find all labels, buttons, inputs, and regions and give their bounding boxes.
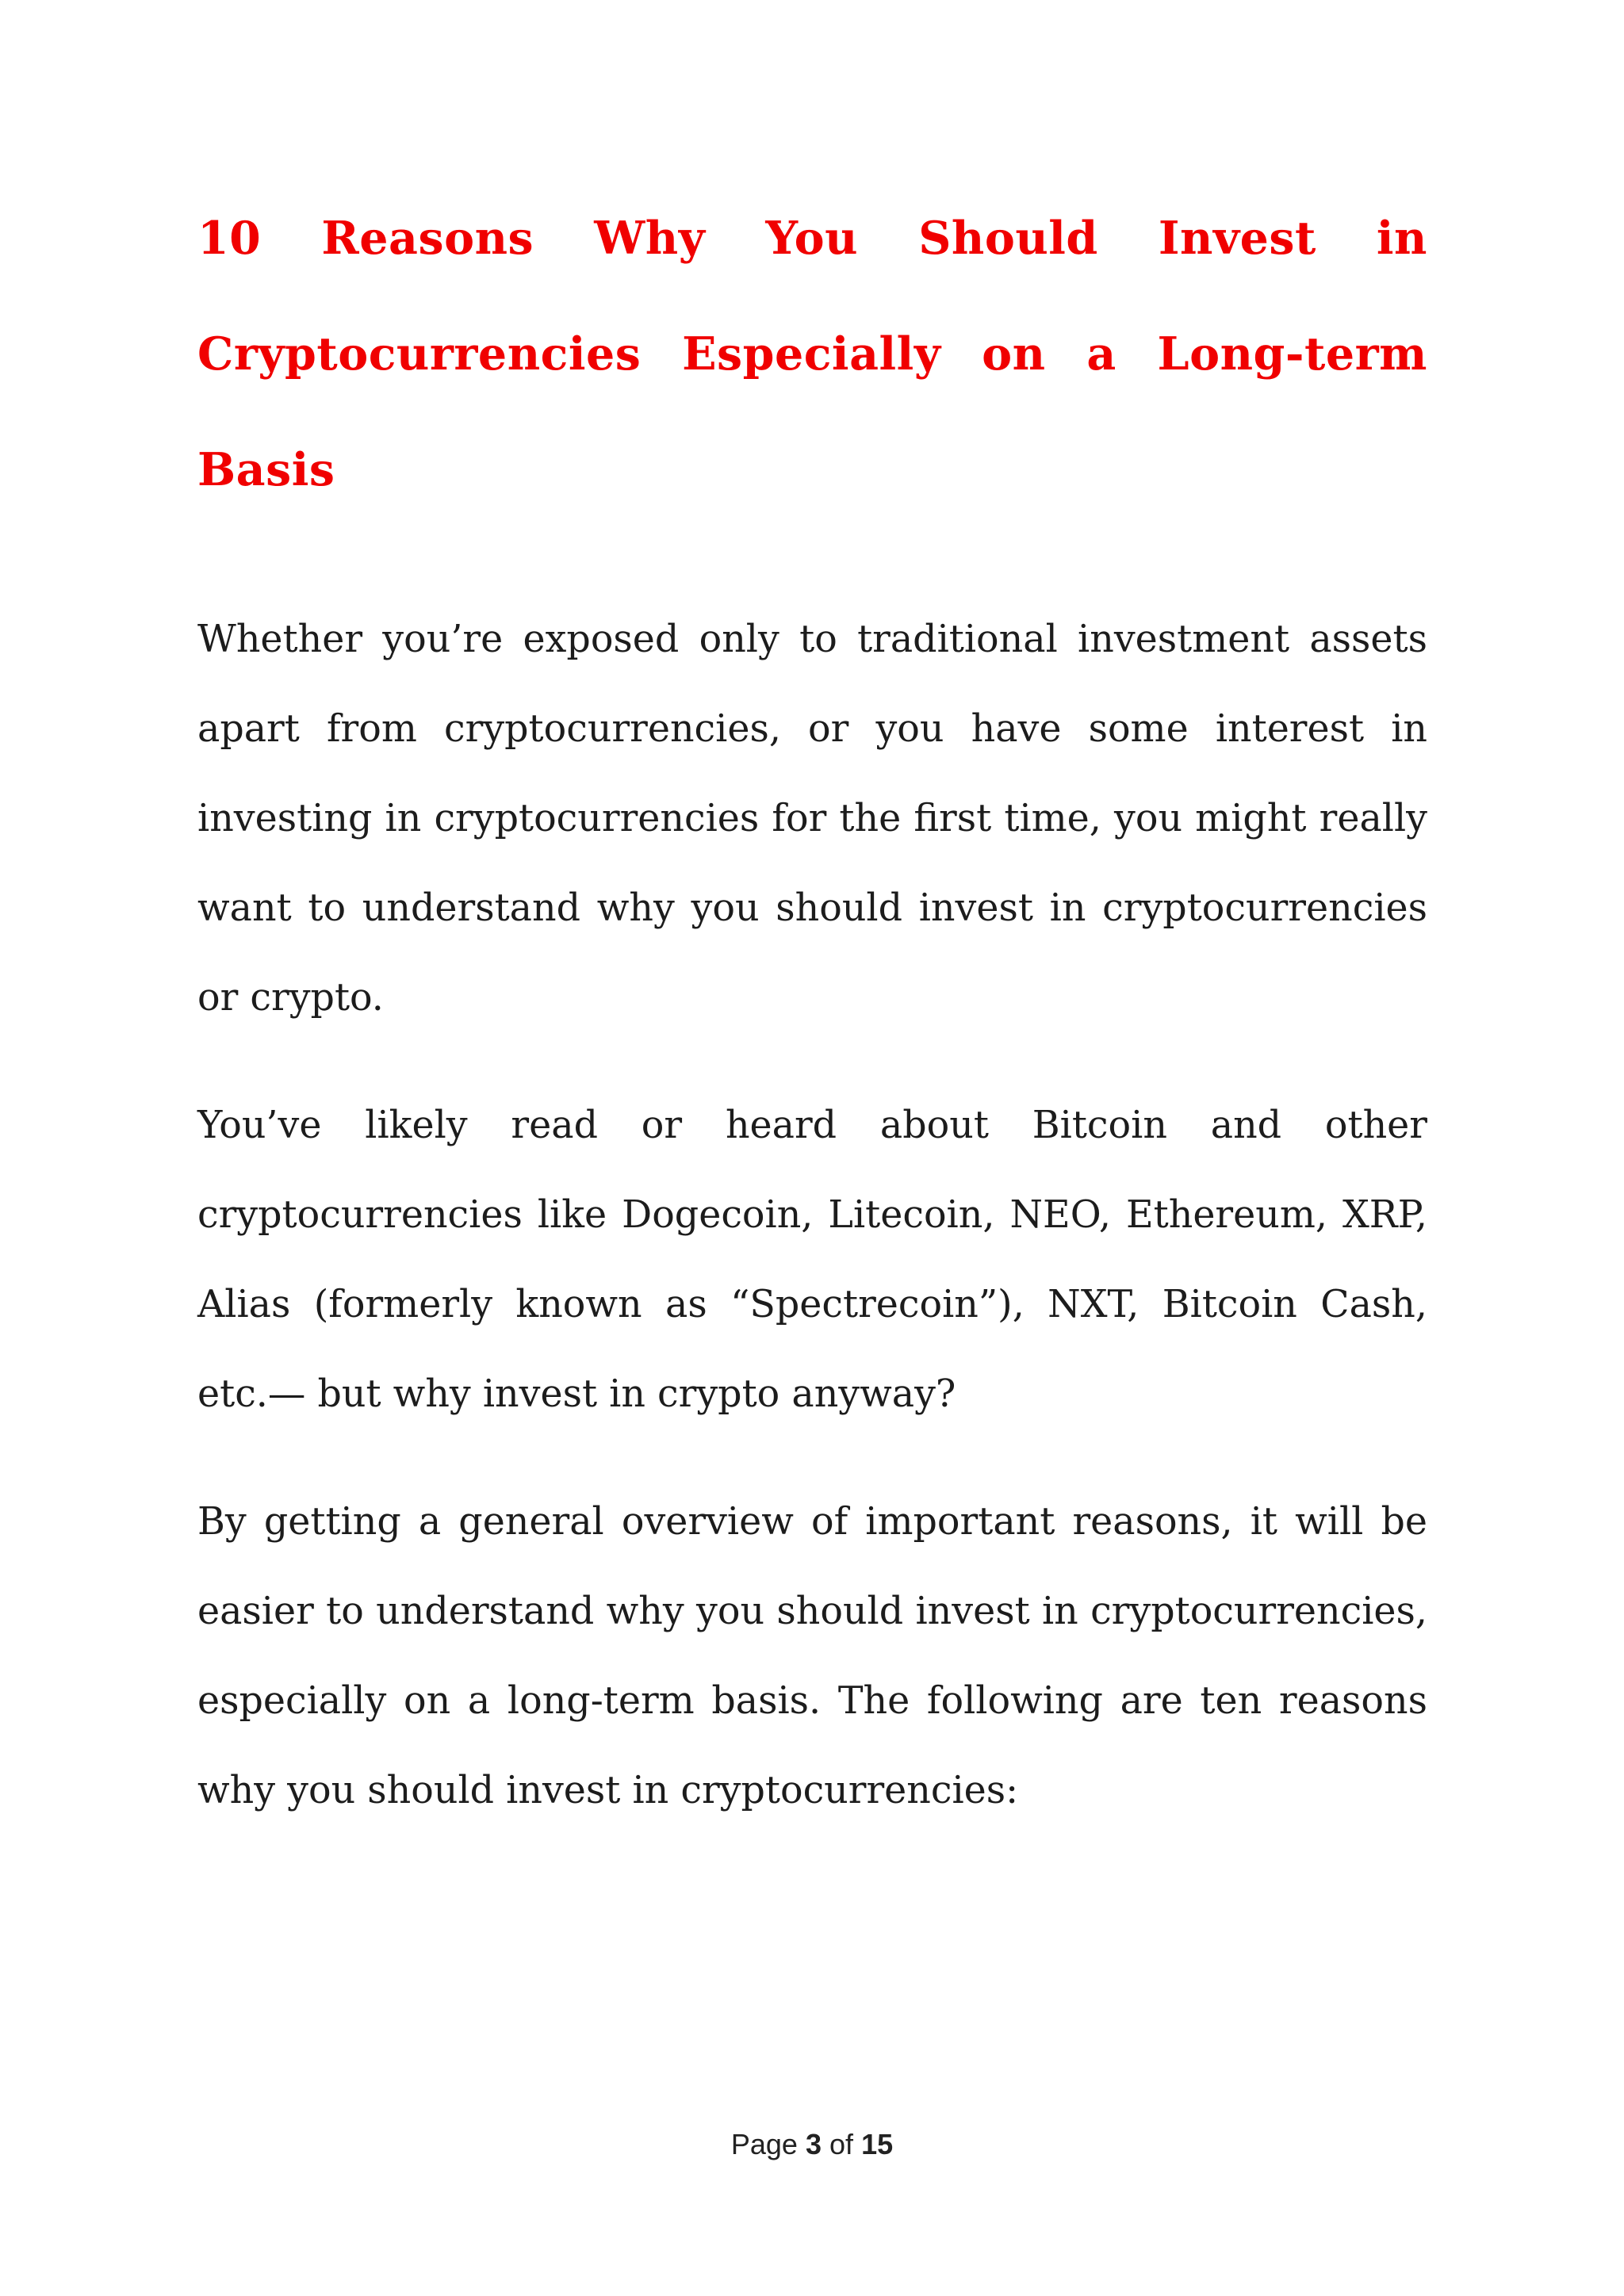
total-pages-number: 15 bbox=[861, 2128, 894, 2160]
current-page-number: 3 bbox=[805, 2128, 822, 2160]
page-number-footer bbox=[0, 2128, 1624, 2161]
page-title: 10 Reasons Why You Should Invest in Cryptocurrencies Especially on a Long-term Basis bbox=[197, 212, 1427, 496]
paragraph-cryptocurrencies: You’ve likely read or heard about Bitcoin and other cryptocurrencies like Dogecoin, Litecoin, NEO, Ethereum, XRP, Alias (formerly known as “Spectrecoin”), NXT, Bitcoin Cash, etc.— but why invest in crypto anyway? bbox=[197, 1104, 1427, 1416]
paragraph-intro: Whether you’re exposed only to traditional investment assets apart from cryptocurrencies, or you have some interest in investing in cryptocurrencies for the first time, you might really want to understand why you should invest in cryptocurrencies or crypto. bbox=[197, 618, 1427, 1020]
paragraph-overview: By getting a general overview of important reasons, it will be easier to understand why you should invest in cryptocurrencies, especially on a long-term basis. The following are ten reasons why you should invest in cryptocurrencies: bbox=[197, 1500, 1427, 1812]
of-label: of bbox=[829, 2128, 854, 2160]
page-content bbox=[197, 181, 1427, 1835]
page-label: Page bbox=[730, 2128, 798, 2160]
